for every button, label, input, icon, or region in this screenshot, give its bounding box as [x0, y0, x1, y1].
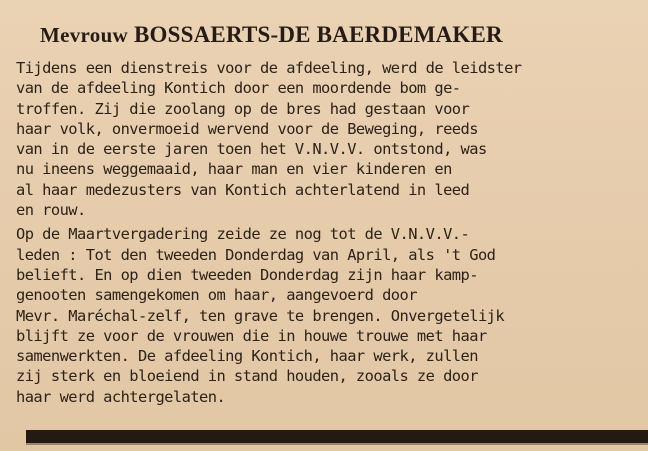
text-line: haar werd achtergelaten.: [16, 387, 226, 406]
text-line: Mevr. Maréchal-zelf, ten grave te brengen. Onvergetelijk: [16, 306, 505, 325]
text-line: zij sterk en bloeiend in stand houden, zooals ze door: [16, 367, 478, 386]
column-rule-shadow: [26, 443, 648, 445]
paragraph-2: [16, 224, 634, 407]
headline-prefix: Mevrouw: [40, 23, 129, 47]
headline-name: BOSSAERTS-DE BAERDEMAKER: [133, 22, 503, 47]
text-line: van in de eerste jaren toen het V.N.V.V. ontstond, was: [16, 140, 487, 159]
article-body: [16, 58, 634, 407]
text-line: blijft ze voor de vrouwen die in houwe trouwe met haar: [16, 326, 487, 345]
text-line: nu ineens weggemaaid, haar man en vier kinderen en: [16, 160, 452, 179]
text-line: van de afdeeling Kontich door een moordende bom ge-: [16, 79, 461, 98]
text-line: genooten samengekomen om haar, aangevoerd door: [16, 286, 417, 305]
text-line: leden : Tot den tweeden Donderdag van April, als 't God: [16, 245, 496, 264]
text-line: samenwerkten. De afdeeling Kontich, haar werk, zullen: [16, 347, 478, 366]
text-line: troffen. Zij die zoolang op de bres had gestaan voor: [16, 99, 470, 118]
text-line: haar volk, onvermoeid wervend voor de Beweging, reeds: [16, 119, 478, 138]
text-line: en rouw.: [16, 201, 86, 220]
paragraph-1: [16, 58, 634, 220]
text-line: belieft. En op dien tweeden Donderdag zijn haar kamp-: [16, 265, 478, 284]
article-headline: [40, 20, 620, 50]
text-line: Tijdens een dienstreis voor de afdeeling, werd de leidster: [16, 59, 522, 77]
text-line: Op de Maartvergadering zeide ze nog tot de V.N.V.V.-: [16, 225, 470, 244]
text-line: al haar medezusters van Kontich achterlatend in leed: [16, 180, 470, 199]
column-rule: [26, 430, 648, 443]
